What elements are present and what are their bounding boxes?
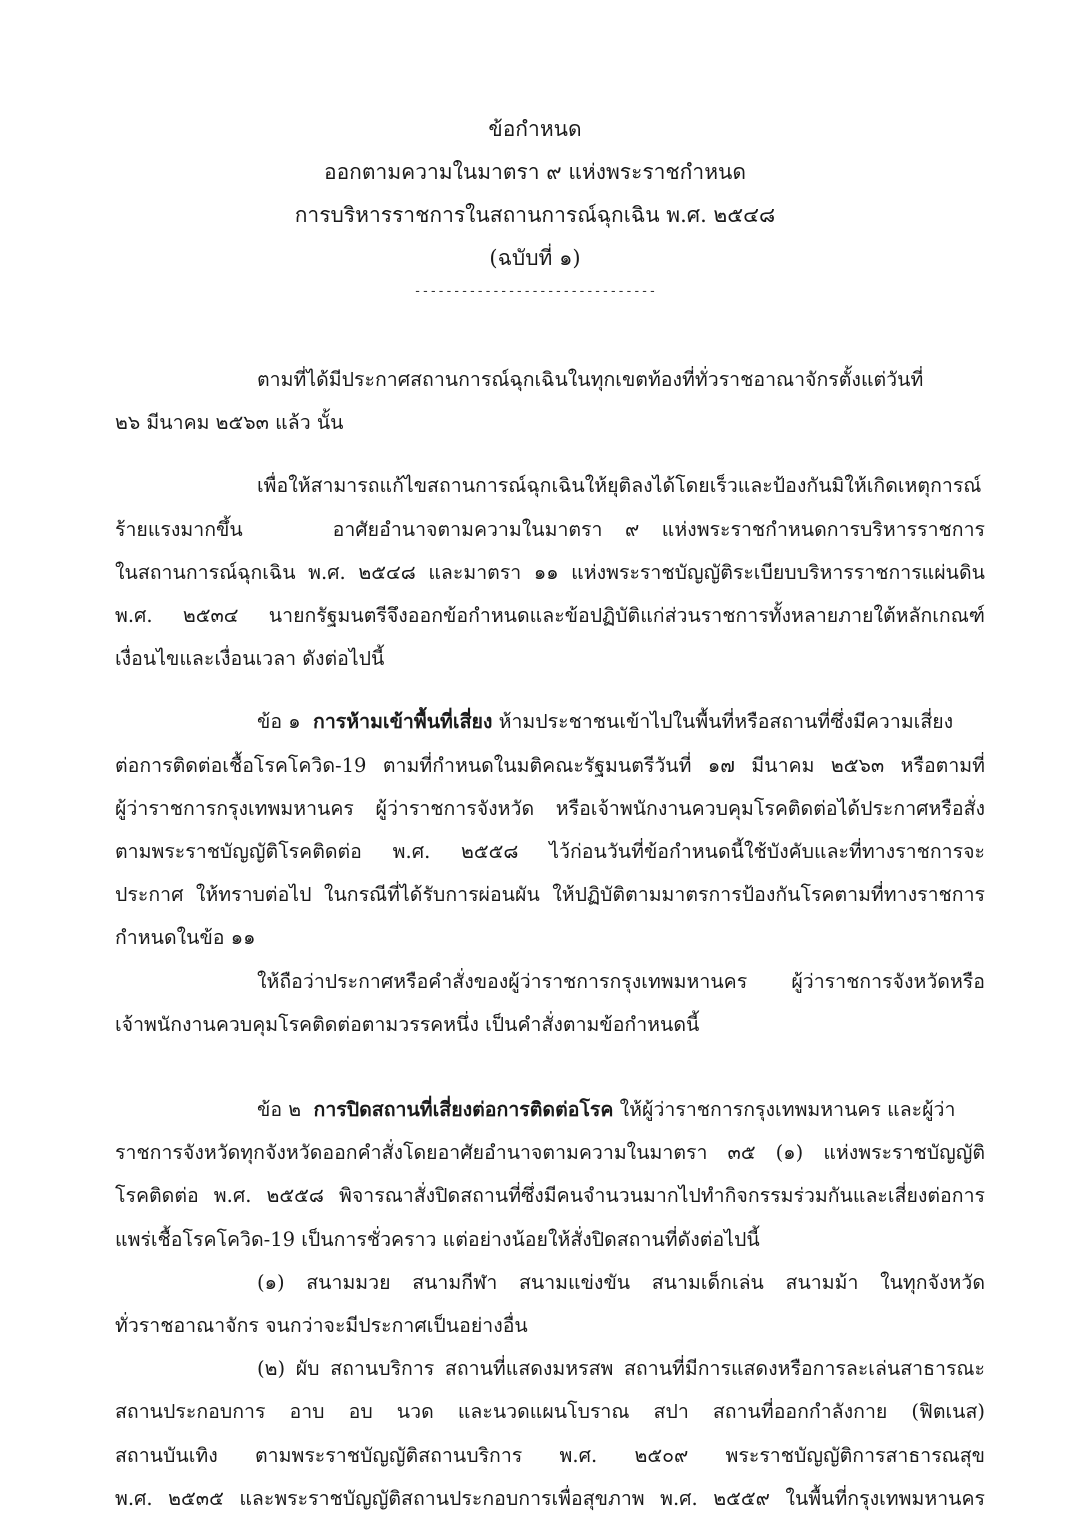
clause-1 [115, 700, 985, 1046]
text-line: ตามที่ได้มีประกาศสถานการณ์ฉุกเฉินในทุกเขตท้องที่ทั่วราชอาณาจักรตั้งแต่วันที่ [257, 368, 924, 391]
text-line: เจ้าพนักงานควบคุมโรคติดต่อตามวรรคหนึ่ง เป็นคำสั่งตามข้อกำหนดนี้ [115, 1012, 700, 1036]
clause-1-first-line [115, 700, 985, 743]
list-item-1: (๑) สนามมวย สนามกีฬา สนามแข่งขัน สนามเด็กเล่น สนามม้า ในทุกจังหวัด [257, 1270, 985, 1294]
text-line: ราชการจังหวัดทุกจังหวัดออกคำสั่งโดยอาศัยอำนาจตามความในมาตรา ๓๕ (๑) แห่งพระราชบัญญัติ [115, 1141, 985, 1165]
clause-1-number: ข้อ ๑ [257, 710, 301, 734]
clause-2-text: ให้ผู้ว่าราชการกรุงเทพมหานคร และผู้ว่า [619, 1098, 956, 1122]
text-line: ร้ายแรงมากขึ้น อาศัยอำนาจตามความในมาตรา ๙ แห่งพระราชกำหนดการบริหารราชการ [115, 517, 985, 541]
text-line: เงื่อนไขและเงื่อนเวลา ดังต่อไปนี้ [115, 647, 385, 671]
clause-2 [115, 1088, 985, 1520]
text-line: สถานประกอบการ อาบ อบ นวด และนวดแผนโบราณ สปา สถานที่ออกกำลังกาย (ฟิตเนส) [115, 1400, 985, 1424]
document-subtitle-act: การบริหารราชการในสถานการณ์ฉุกเฉิน พ.ศ. ๒๕๔๘ [294, 203, 776, 227]
clause-2-number: ข้อ ๒ [257, 1098, 302, 1122]
header-divider: ------------------------------- [413, 284, 657, 299]
text-line: ในสถานการณ์ฉุกเฉิน พ.ศ. ๒๕๔๘ และมาตรา ๑๑ แห่งพระราชบัญญัติระเบียบบริหารราชการแผ่นดิน [115, 560, 985, 584]
text-line: ตามพระราชบัญญัติโรคติดต่อ พ.ศ. ๒๕๕๘ ไว้ก่อนวันที่ข้อกำหนดนี้ใช้บังคับและที่ทางราชการจะ [115, 840, 985, 864]
preamble-paragraph-2 [115, 464, 985, 680]
document-header [0, 108, 1070, 302]
clause-1-heading: การห้ามเข้าพื้นที่เสี่ยง [313, 710, 493, 734]
clause-2-first-line [115, 1088, 985, 1131]
text-line: พ.ศ. ๒๕๓๕ และพระราชบัญญัติสถานประกอบการเพื่อสุขภาพ พ.ศ. ๒๕๕๙ ในพื้นที่กรุงเทพมหานคร [115, 1486, 985, 1510]
clause-1-text: ห้ามประชาชนเข้าไปในพื้นที่หรือสถานที่ซึ่งมีความเสี่ยง [498, 710, 954, 734]
text-line: พ.ศ. ๒๕๓๔ นายกรัฐมนตรีจึงออกข้อกำหนดและข้อปฏิบัติแก่ส่วนราชการทั้งหลายภายใต้หลักเกณฑ์ [115, 604, 985, 628]
clause-2-heading: การปิดสถานที่เสี่ยงต่อการติดต่อโรค [313, 1098, 614, 1122]
text-line: ทั่วราชอาณาจักร จนกว่าจะมีประกาศเป็นอย่างอื่น [115, 1314, 528, 1338]
text-line: แพร่เชื้อโรคโควิด-19 เป็นการชั่วคราว แต่อย่างน้อยให้สั่งปิดสถานที่ดังต่อไปนี้ [115, 1227, 760, 1251]
text-line: กำหนดในข้อ ๑๑ [115, 926, 256, 950]
text-line: สถานบันเทิง ตามพระราชบัญญัติสถานบริการ พ.ศ. ๒๕๐๙ พระราชบัญญัติการสาธารณสุข [115, 1443, 985, 1467]
text-line: ให้ถือว่าประกาศหรือคำสั่งของผู้ว่าราชการกรุงเทพมหานคร ผู้ว่าราชการจังหวัดหรือ [257, 969, 985, 993]
text-line: ๒๖ มีนาคม ๒๕๖๓ แล้ว นั้น [115, 411, 344, 435]
text-line: โรคติดต่อ พ.ศ. ๒๕๕๘ พิจารณาสั่งปิดสถานที่ซึ่งมีคนจำนวนมากไปทำกิจกรรมร่วมกันและเสี่ยงต่อการ [115, 1184, 985, 1208]
document-title: ข้อกำหนด [488, 117, 582, 141]
text-line: เพื่อให้สามารถแก้ไขสถานการณ์ฉุกเฉินให้ยุติลงได้โดยเร็วและป้องกันมิให้เกิดเหตุการณ์ [257, 474, 982, 498]
list-item-2: (๒) ผับ สถานบริการ สถานที่แสดงมหรสพ สถานที่มีการแสดงหรือการละเล่นสาธารณะ [257, 1357, 985, 1381]
document-body [115, 358, 985, 1520]
preamble-paragraph-1 [115, 358, 985, 444]
document-edition: (ฉบับที่ ๑) [489, 246, 581, 270]
text-line: ต่อการติดต่อเชื้อโรคโควิด-19 ตามที่กำหนดในมติคณะรัฐมนตรีวันที่ ๑๗ มีนาคม ๒๕๖๓ หรือตามที่ [115, 753, 985, 777]
text-line: ประกาศ ให้ทราบต่อไป ในกรณีที่ได้รับการผ่อนผัน ให้ปฏิบัติตามมาตรการป้องกันโรคตามที่ทางราชการ [115, 883, 985, 907]
text-line: ผู้ว่าราชการกรุงเทพมหานคร ผู้ว่าราชการจังหวัด หรือเจ้าพนักงานควบคุมโรคติดต่อได้ประกาศหรือสั่ง [115, 796, 985, 820]
document-subtitle-authority: ออกตามความในมาตรา ๙ แห่งพระราชกำหนด [323, 160, 747, 184]
